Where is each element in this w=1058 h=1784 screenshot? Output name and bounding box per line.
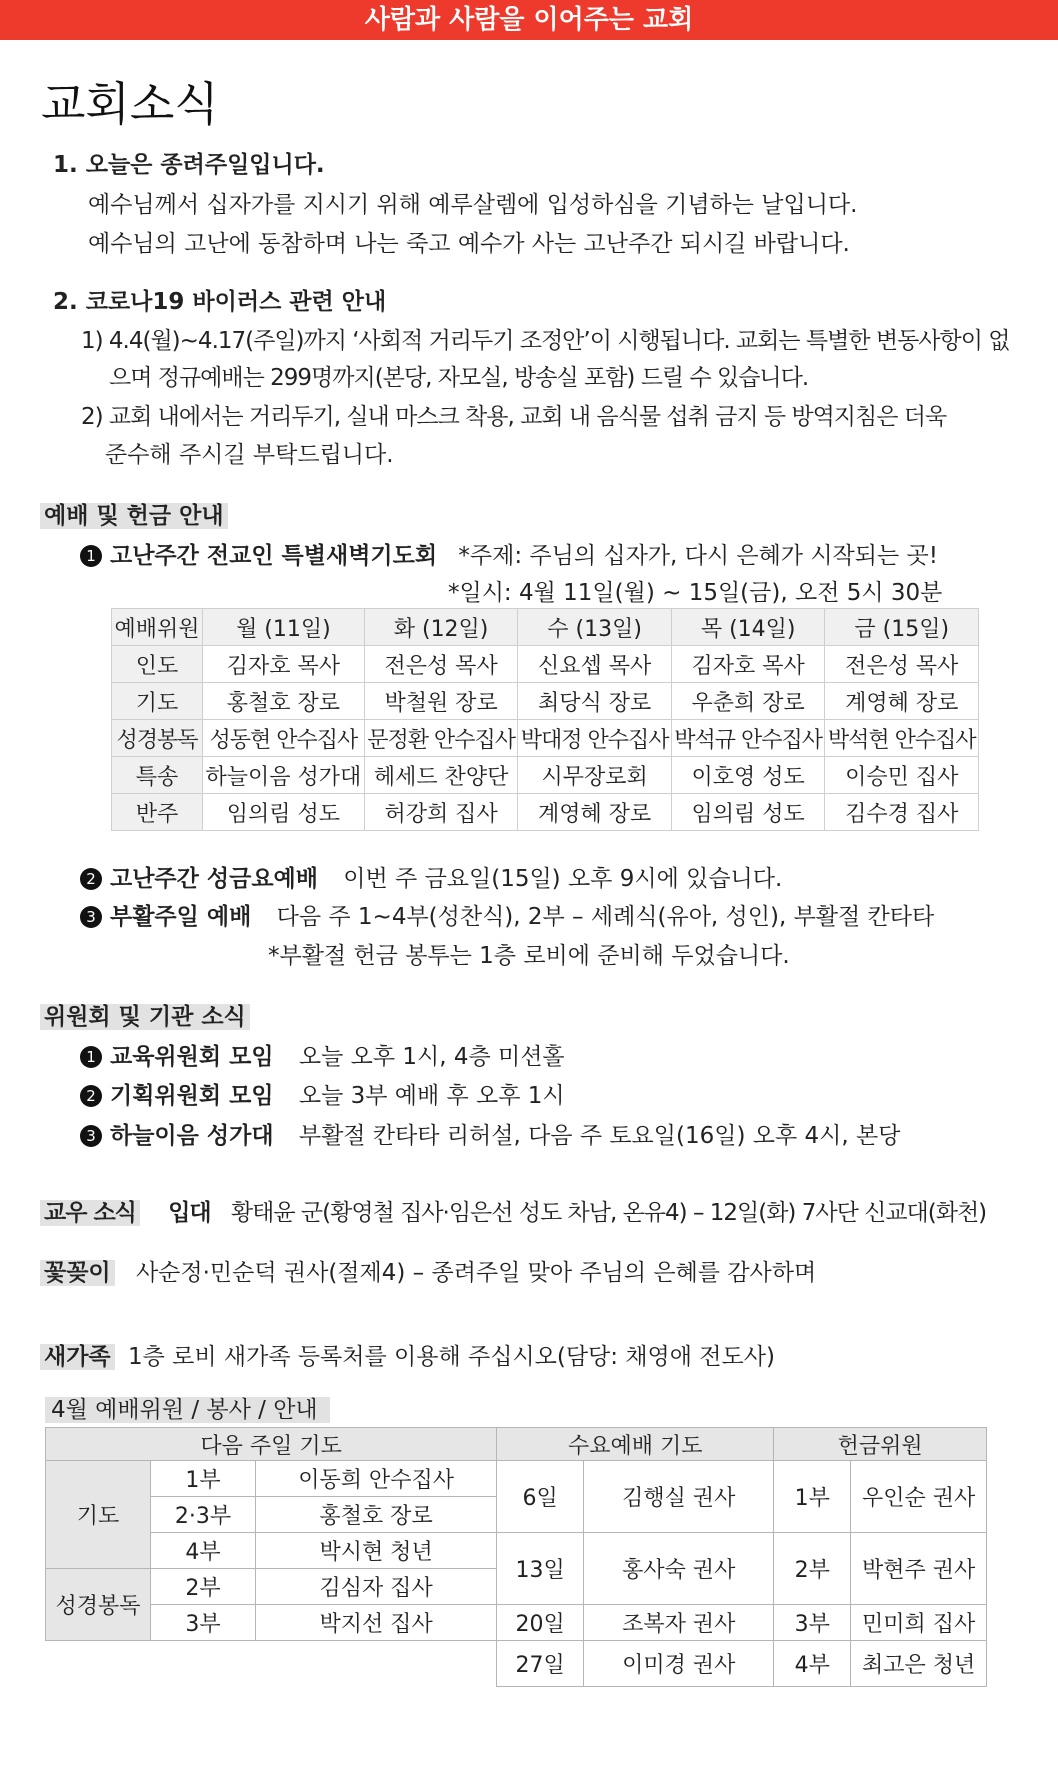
committee-item-text: 오늘 3부 예배 후 오후 1시	[298, 1083, 565, 1109]
table-header-cell: 화 (12일)	[364, 609, 518, 646]
dawn-prayer-table	[111, 608, 979, 831]
member-news	[40, 1194, 986, 1227]
worship-item3-text: 다음 주 1~4부(성찬식), 2부 – 세례식(유아, 성인), 부활절 칸타타	[276, 904, 935, 930]
flower-text: 사순정·민순덕 권사(절제4) – 종려주일 맞아 주님의 은혜를 감사하며	[135, 1260, 817, 1286]
table-cell: 조복자 권사	[584, 1605, 774, 1641]
worship-item3-title: 부활주일 예배	[110, 904, 252, 930]
table-cell: 3부	[151, 1605, 256, 1641]
table-cell: 우춘희 장로	[671, 683, 825, 720]
worship-section-header	[40, 497, 228, 530]
page-title: 교회소식	[41, 77, 219, 131]
number-2-icon: 2	[80, 1085, 102, 1107]
table-cell: 박석현 안수집사	[825, 720, 979, 757]
next-sunday-header: 다음 주일 기도	[46, 1428, 497, 1461]
flower-news	[40, 1254, 816, 1287]
april-table	[45, 1427, 987, 1687]
table-cell: 3부	[774, 1605, 851, 1641]
table-cell: 시무장로회	[518, 757, 672, 794]
number-2-icon: 2	[80, 868, 102, 890]
news2-heading: 2. 코로나19 바이러스 관련 안내	[53, 289, 387, 315]
number-3-icon: 3	[80, 906, 102, 928]
table-cell: 20일	[497, 1605, 584, 1641]
table-cell: 계영혜 장로	[825, 683, 979, 720]
table-cell: 최당식 장로	[518, 683, 672, 720]
table-cell: 하늘이음 성가대	[203, 757, 365, 794]
table-row	[46, 1461, 987, 1497]
member-news-sub: 입대	[168, 1200, 211, 1226]
committee-item-title: 하늘이음 성가대	[110, 1123, 274, 1149]
april-section-header	[45, 1391, 330, 1424]
worship-section-label: 예배 및 헌금 안내	[40, 503, 228, 529]
wednesday-header: 수요예배 기도	[497, 1428, 774, 1461]
table-cell: 우인순 권사	[851, 1461, 987, 1533]
table-cell: 김행실 권사	[584, 1461, 774, 1533]
table-cell: 2부	[151, 1569, 256, 1605]
table-cell: 이호영 성도	[671, 757, 825, 794]
table-cell: 박시현 청년	[256, 1533, 497, 1569]
table-header-cell: 예배위원	[112, 609, 203, 646]
number-1-icon: 1	[80, 1046, 102, 1068]
member-news-text: 황태윤 군(황영철 집사·임은선 성도 차남, 온유4) – 12일(화) 7사단 신교대(화천)	[230, 1200, 987, 1226]
table-cell: 2부	[774, 1533, 851, 1605]
table-header-cell: 월 (11일)	[203, 609, 365, 646]
table-cell: 이승민 집사	[825, 757, 979, 794]
table-cell: 김자호 목사	[203, 646, 365, 683]
table-cell: 성경봉독	[112, 720, 203, 757]
table-cell: 신요셉 목사	[518, 646, 672, 683]
committee-section-label: 위원회 및 기관 소식	[40, 1004, 250, 1030]
table-cell: 홍사숙 권사	[584, 1533, 774, 1605]
table-row	[112, 757, 979, 794]
news2-item1b: 으며 정규예배는 299명까지(본당, 자모실, 방송실 포함) 드릴 수 있습니다.	[109, 365, 809, 391]
member-news-label: 교우 소식	[40, 1200, 140, 1226]
table-cell: 임의림 성도	[203, 794, 365, 831]
table-header-cell: 수 (13일)	[518, 609, 672, 646]
table-cell: 임의림 성도	[671, 794, 825, 831]
number-3-icon: 3	[80, 1125, 102, 1147]
worship-item2-title: 고난주간 성금요예배	[110, 866, 318, 892]
table-cell: 4부	[774, 1641, 851, 1687]
worship-item3-note: *부활절 헌금 봉투는 1층 로비에 준비해 두었습니다.	[268, 943, 790, 969]
table-row	[46, 1641, 987, 1687]
newfamily-news	[40, 1338, 775, 1371]
table-cell: 김자호 목사	[671, 646, 825, 683]
table-cell: 1부	[151, 1461, 256, 1497]
worship-item1-title: 고난주간 전교인 특별새벽기도회	[110, 543, 438, 569]
table-cell: 박현주 권사	[851, 1533, 987, 1605]
table-cell: 박철원 장로	[364, 683, 518, 720]
news1-line2: 예수님의 고난에 동참하며 나는 죽고 예수가 사는 고난주간 되시길 바랍니다.	[88, 231, 850, 257]
table-cell: 문정환 안수집사	[364, 720, 518, 757]
april-section-label: 4월 예배위원 / 봉사 / 안내	[45, 1397, 330, 1423]
news2-item2a: 2) 교회 내에서는 거리두기, 실내 마스크 착용, 교회 내 음식물 섭취 금지 등 방역지침은 더욱	[81, 404, 947, 430]
committee-item-title: 교육위원회 모임	[110, 1044, 274, 1070]
committee-item	[80, 1077, 565, 1110]
table-cell: 박대정 안수집사	[518, 720, 672, 757]
news1-line1: 예수님께서 십자가를 지시기 위해 예루살렘에 입성하심을 기념하는 날입니다.	[88, 192, 858, 218]
news2-item1a: 1) 4.4(월)~4.17(주일)까지 ‘사회적 거리두기 조정안’이 시행됩니다. 교회는 특별한 변동사항이 없	[81, 328, 1010, 354]
table-cell: 반주	[112, 794, 203, 831]
table-cell: 허강희 집사	[364, 794, 518, 831]
table-cell: 성동현 안수집사	[203, 720, 365, 757]
offering-header: 헌금위원	[774, 1428, 987, 1461]
prayer-label: 기도	[46, 1461, 151, 1569]
table-cell: 기도	[112, 683, 203, 720]
news1-heading: 1. 오늘은 종려주일입니다.	[53, 152, 325, 178]
newfamily-text: 1층 로비 새가족 등록처를 이용해 주십시오(담당: 채영애 전도사)	[127, 1344, 775, 1370]
table-header-row	[46, 1428, 987, 1461]
number-1-icon: 1	[80, 545, 102, 567]
worship-item1	[80, 537, 938, 570]
table-cell: 박석규 안수집사	[671, 720, 825, 757]
table-header-row	[112, 609, 979, 646]
table-cell: 계영혜 장로	[518, 794, 672, 831]
table-cell: 헤세드 찬양단	[364, 757, 518, 794]
news2-item2b: 준수해 주시길 부탁드립니다.	[105, 442, 394, 468]
table-cell: 홍철호 장로	[256, 1497, 497, 1533]
worship-item1-date: *일시: 4월 11일(월) ~ 15일(금), 오전 5시 30분	[448, 580, 943, 606]
table-row	[112, 794, 979, 831]
table-cell: 1부	[774, 1461, 851, 1533]
table-cell: 4부	[151, 1533, 256, 1569]
table-row	[46, 1533, 987, 1569]
table-cell: 홍철호 장로	[203, 683, 365, 720]
committee-item-text: 오늘 오후 1시, 4층 미션홀	[298, 1044, 565, 1070]
empty-cell	[46, 1641, 497, 1687]
flower-label: 꽃꽂이	[40, 1260, 115, 1286]
reading-label: 성경봉독	[46, 1569, 151, 1641]
newfamily-label: 새가족	[40, 1344, 115, 1370]
table-cell: 민미희 집사	[851, 1605, 987, 1641]
worship-item2	[80, 860, 782, 893]
table-cell: 2·3부	[151, 1497, 256, 1533]
table-cell: 최고은 청년	[851, 1641, 987, 1687]
committee-item	[80, 1117, 900, 1150]
worship-item3	[80, 898, 934, 931]
top-banner: 사람과 사람을 이어주는 교회	[0, 0, 1058, 40]
table-row	[112, 646, 979, 683]
table-cell: 13일	[497, 1533, 584, 1605]
table-cell: 전은성 목사	[364, 646, 518, 683]
table-cell: 인도	[112, 646, 203, 683]
worship-item2-text: 이번 주 금요일(15일) 오후 9시에 있습니다.	[343, 866, 783, 892]
table-cell: 김심자 집사	[256, 1569, 497, 1605]
table-cell: 이미경 권사	[584, 1641, 774, 1687]
table-cell: 이동희 안수집사	[256, 1461, 497, 1497]
table-header-cell: 목 (14일)	[671, 609, 825, 646]
committee-item-text: 부활절 칸타타 리허설, 다음 주 토요일(16일) 오후 4시, 본당	[298, 1123, 901, 1149]
table-cell: 특송	[112, 757, 203, 794]
table-cell: 김수경 집사	[825, 794, 979, 831]
table-cell: 박지선 집사	[256, 1605, 497, 1641]
table-row	[46, 1605, 987, 1641]
table-cell: 6일	[497, 1461, 584, 1533]
committee-item	[80, 1038, 565, 1071]
worship-item1-theme: *주제: 주님의 십자가, 다시 은혜가 시작되는 곳!	[458, 543, 938, 569]
committee-item-title: 기획위원회 모임	[110, 1083, 274, 1109]
table-row	[112, 720, 979, 757]
table-row	[112, 683, 979, 720]
table-cell: 전은성 목사	[825, 646, 979, 683]
committee-section-header	[40, 998, 250, 1031]
table-header-cell: 금 (15일)	[825, 609, 979, 646]
table-cell: 27일	[497, 1641, 584, 1687]
